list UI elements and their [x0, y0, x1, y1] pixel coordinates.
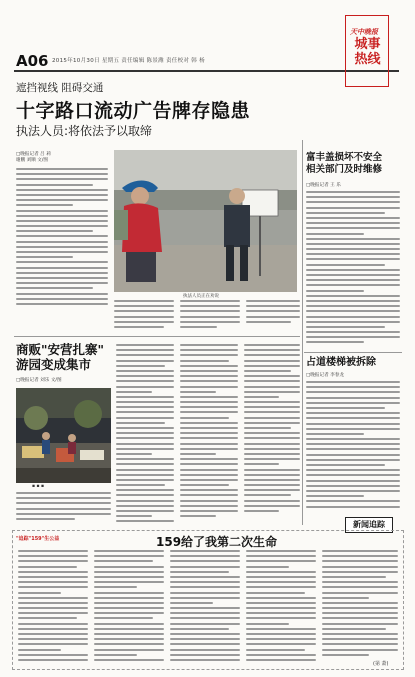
- side-story-1-title: 富丰盖损坏不安全 相关部门及时维修: [306, 152, 383, 175]
- side-story-1-body: [306, 191, 400, 343]
- story-2-photo: [16, 388, 111, 483]
- issue-line: 2015年10月30日 星期五 责任编辑 陈景潍 责任校对 韩 杨: [52, 58, 205, 64]
- story-2-byline: □晚报记者 刘乐 文/图: [16, 378, 62, 383]
- story-2-body-col-3: [180, 344, 238, 524]
- bottom-story-tag: "追踪"159"生公益: [16, 536, 60, 542]
- column-divider: [302, 140, 303, 525]
- lead-subhead: 执法人员:将依法予以取缔: [16, 124, 153, 138]
- story-2-body-col-2: [116, 344, 174, 524]
- bottom-body-col-4: [246, 550, 316, 665]
- page-number: A06: [16, 52, 49, 70]
- bottom-body-col-1: [18, 550, 88, 665]
- bottom-story-signoff: (第 萧): [373, 661, 389, 667]
- section-divider: [14, 336, 300, 337]
- newspaper-logo-text: 天中晚报: [350, 27, 378, 36]
- side-divider: [304, 352, 402, 353]
- side-story-2-title: 占道楼梯被拆除: [306, 357, 376, 368]
- news-tracking-stamp: 新闻追踪: [345, 517, 393, 533]
- lead-body-col-1: [16, 168, 108, 308]
- bottom-body-col-2: [94, 550, 164, 665]
- side-story-2-byline: □晚报记者 李春龙: [306, 373, 344, 378]
- bottom-body-col-3: [170, 550, 240, 665]
- lead-body-col-4: [246, 300, 300, 332]
- lead-headline: 十字路口流动广告牌存隐患: [16, 100, 251, 122]
- story-2-body-col-1: [16, 492, 111, 524]
- lead-photo: [114, 150, 297, 292]
- newspaper-logo: [350, 19, 384, 36]
- lead-byline: □晚报记者 吕 莉 谢鹏 刘顺 文/图: [16, 152, 51, 163]
- lead-body-col-3: [180, 300, 240, 332]
- lead-body-col-2: [114, 300, 174, 332]
- bottom-story-title: 159给了我第二次生命: [156, 535, 278, 549]
- lead-photo-caption: 执法人员正在劝说: [183, 294, 219, 299]
- side-story-1-byline: □晚报记者 王 乐: [306, 183, 341, 188]
- header-rule: [14, 70, 399, 72]
- story-2-title: 商贩"安营扎寨" 游园变成集市: [16, 342, 105, 372]
- story-2-photo-caption: ▪ ▪ ▪: [32, 484, 45, 489]
- bottom-body-col-5: [322, 550, 398, 658]
- section-title: 城事热线: [354, 37, 381, 67]
- side-story-2-body: [306, 381, 400, 511]
- story-2-body-col-4: [244, 344, 300, 524]
- lead-kicker: 遮挡视线 阻碍交通: [16, 82, 104, 94]
